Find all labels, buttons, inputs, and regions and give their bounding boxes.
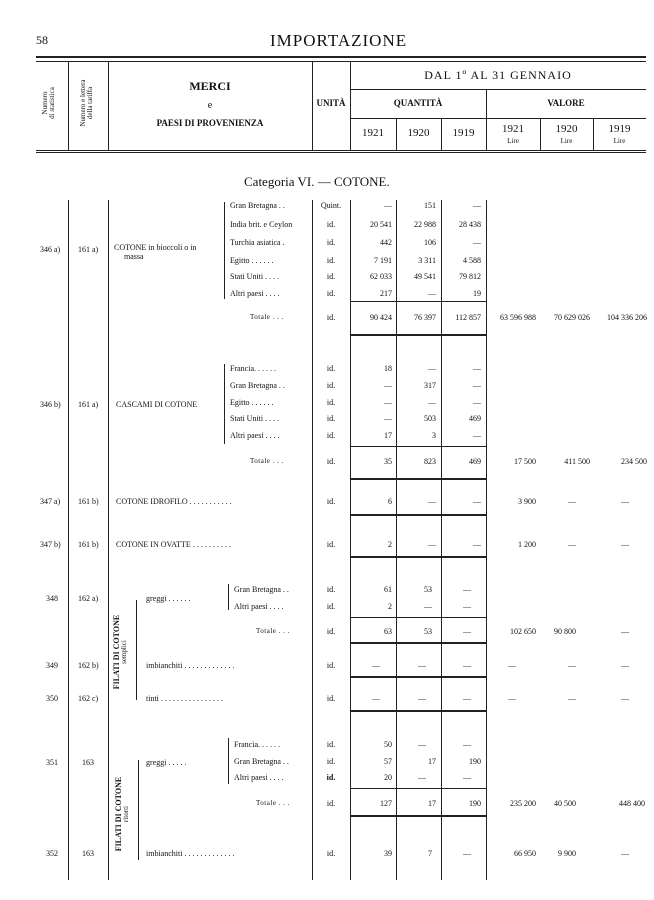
page-number: 58 [36, 33, 48, 47]
q1919: — [473, 431, 481, 440]
q1921: 50 [384, 740, 392, 749]
filati-ritorti-label-line1: FILATI DI COTONE [114, 776, 123, 852]
v1921: 102 650 [510, 627, 536, 636]
paese: Altri paesi . . . . [234, 773, 284, 782]
brace-filati-semplici [136, 600, 137, 700]
q1921: — [372, 694, 380, 703]
v1921: — [508, 661, 516, 670]
paese: Gran Bretagna . . [234, 757, 289, 766]
unita: id. [326, 313, 336, 322]
q1919: — [463, 740, 471, 749]
paese: Stati Uniti . . . . [230, 272, 280, 281]
header-lire-3: Lire [613, 137, 626, 145]
q1919: 79 812 [459, 272, 481, 281]
q1921: 217 [380, 289, 392, 298]
header-top-rule [36, 56, 646, 58]
q1920: — [424, 602, 432, 611]
stat: 350 [46, 694, 58, 703]
q1921: 35 [384, 457, 392, 466]
q1920: 151 [424, 201, 436, 210]
v1920: 90 800 [554, 627, 576, 636]
r348-stat: 348 [46, 594, 58, 603]
vline-b7 [486, 200, 487, 880]
vline-b2 [108, 200, 109, 880]
unita: id. [326, 694, 336, 703]
r351-tariffa: 163 [82, 758, 94, 767]
paese: Gran Bretagna . . [230, 381, 285, 390]
v1919: — [621, 627, 629, 636]
q1920: 53 [424, 585, 432, 594]
header-merci: MERCI [189, 79, 231, 93]
page-title: IMPORTAZIONE [270, 31, 408, 50]
paese: India brit. e Ceylon [230, 220, 293, 229]
header-year-v1921: 1921 [502, 123, 524, 135]
q1919: — [473, 201, 481, 210]
header-col-statistica [42, 64, 57, 142]
paese: Gran Bretagna . . [230, 201, 285, 210]
q1919: — [463, 585, 471, 594]
r351-stat: 351 [46, 758, 58, 767]
sec2-tariffa: 161 a) [78, 400, 99, 409]
brace-sec1 [224, 202, 225, 299]
stat: 352 [46, 849, 58, 858]
v1921: 3 900 [518, 497, 536, 506]
v1920: — [568, 661, 576, 670]
q1921: 39 [384, 849, 392, 858]
unita: id. [326, 849, 336, 858]
q1921: 57 [384, 757, 392, 766]
unita: id. [326, 585, 336, 594]
header-col-statistica-line2: di statistica [48, 87, 57, 119]
v1919: — [621, 661, 629, 670]
q1920: 823 [424, 457, 436, 466]
total-label: Totale . . . [250, 457, 284, 465]
q1919: — [473, 238, 481, 247]
header-paesi: PAESI DI PROVENIENZA [156, 118, 264, 128]
paese: Egitto . . . . . . [230, 398, 274, 407]
v1921: — [508, 694, 516, 703]
r348-end-rule [350, 642, 486, 644]
q1920: 503 [424, 414, 436, 423]
q1919: — [473, 540, 481, 549]
header-unita: UNITÀ [316, 98, 346, 108]
v1919: 448 400 [619, 799, 645, 808]
q1919: 112 857 [455, 313, 481, 322]
header-bottom-rule [36, 150, 646, 151]
filati-ritorti-label [115, 762, 131, 866]
q1920: — [418, 694, 426, 703]
q1921: 90 424 [370, 313, 392, 322]
unita: id. [326, 773, 336, 782]
q1919: — [473, 497, 481, 506]
sec2-end-rule [350, 478, 486, 480]
q1921: 127 [380, 799, 392, 808]
q1921: — [372, 661, 380, 670]
q1920: — [428, 540, 436, 549]
q1919: — [463, 602, 471, 611]
q1921: 17 [384, 431, 392, 440]
q1919: — [473, 381, 481, 390]
filati-semplici-label-line1: FILATI DI COTONE [112, 614, 121, 690]
q1920: 317 [424, 381, 436, 390]
q1920: 7 [428, 849, 432, 858]
q1919: — [463, 773, 471, 782]
header-year-v1919: 1919 [608, 123, 631, 135]
q1919: — [463, 627, 471, 636]
q1919: — [463, 694, 471, 703]
q1921: 20 [384, 773, 392, 782]
q1920: 3 311 [418, 256, 436, 265]
q1919: 4 588 [463, 256, 481, 265]
r351-sum-rule [350, 788, 486, 789]
q1920: 106 [424, 238, 436, 247]
v1919: 234 500 [621, 457, 647, 466]
v1920: 9 900 [558, 849, 576, 858]
unita: id. [326, 238, 336, 247]
total-label: Totale . . . [256, 799, 290, 807]
header-year-v1920: 1920 [555, 123, 578, 135]
r348-sum-rule [350, 617, 486, 618]
paese: Altri paesi . . . . [230, 431, 280, 440]
unita: id. [326, 414, 336, 423]
q1920: 76 397 [414, 313, 436, 322]
header-lire-2: Lire [560, 137, 573, 145]
header-bottom-rule-2 [36, 152, 646, 153]
tariffa: 161 b) [78, 497, 99, 506]
unita: id. [326, 220, 336, 229]
unita: id. [326, 602, 336, 611]
unita: id. [326, 457, 336, 466]
vline-h1 [68, 61, 69, 151]
unita: id. [326, 289, 336, 298]
paese: Francia. . . . . . [230, 364, 276, 373]
header-period: DAL 1º AL 31 GENNAIO [424, 68, 572, 82]
q1919: — [463, 661, 471, 670]
paese: Gran Bretagna . . [234, 585, 289, 594]
q1920: 17 [428, 799, 436, 808]
filati-semplici-label-line2: semplici [120, 640, 129, 664]
q1919: 469 [469, 457, 481, 466]
merce: COTONE IN OVATTE . . . . . . . . . . [116, 540, 231, 549]
v1921: 66 950 [514, 849, 536, 858]
q1919: 190 [469, 799, 481, 808]
q1919: 190 [469, 757, 481, 766]
v1920: — [568, 694, 576, 703]
header-year-q1919: 1919 [452, 127, 475, 139]
q1921: 7 191 [374, 256, 392, 265]
total-label: Totale . . . [256, 627, 290, 635]
q1920: — [428, 398, 436, 407]
brace-351 [228, 738, 229, 784]
header-top-rule-2 [36, 61, 646, 62]
r351-sub: greggi . . . . . [146, 758, 187, 767]
q1921: 18 [384, 364, 392, 373]
stat: 349 [46, 661, 58, 670]
q1921: 2 [388, 540, 392, 549]
v1919: — [621, 694, 629, 703]
total-label: Totale . . . [250, 313, 284, 321]
header-year-q1921: 1921 [362, 127, 384, 139]
q1921: — [384, 381, 392, 390]
merce: COTONE IDROFILO . . . . . . . . . . . [116, 497, 232, 506]
brace-filati-ritorti [138, 760, 139, 860]
unita: id. [326, 799, 336, 808]
sub: imbianchiti . . . . . . . . . . . . . [146, 849, 235, 858]
v1920: 411 500 [564, 457, 590, 466]
q1920: — [418, 740, 426, 749]
stat: 347 a) [40, 497, 61, 506]
header-col-tariffa-line2: della tariffa [86, 86, 95, 120]
vline-b1 [68, 200, 69, 880]
unita: id. [326, 740, 336, 749]
unita: id. [326, 431, 336, 440]
unita: id. [326, 364, 336, 373]
unita: id. [326, 757, 336, 766]
paese: Francia. . . . . . [234, 740, 280, 749]
hline-years [350, 118, 646, 119]
q1920: 49 541 [414, 272, 436, 281]
tariffa: 162 b) [78, 661, 99, 670]
unita: id. [326, 272, 336, 281]
r350-end-rule [350, 710, 486, 712]
unita: id. [326, 627, 336, 636]
sub: imbianchiti . . . . . . . . . . . . . [146, 661, 235, 670]
q1920: — [418, 773, 426, 782]
unita: id. [326, 497, 336, 506]
r351-end-rule [350, 815, 486, 817]
sec1-merce-line2: massa [124, 252, 144, 261]
r348-tariffa: 162 a) [78, 594, 99, 603]
q1920: 22 988 [414, 220, 436, 229]
q1921: 442 [380, 238, 392, 247]
q1920: — [428, 289, 436, 298]
sub: tinti . . . . . . . . . . . . . . . . [146, 694, 223, 703]
q1921: 20 541 [370, 220, 392, 229]
unita: id. [326, 398, 336, 407]
q1921: 63 [384, 627, 392, 636]
q1921: — [384, 398, 392, 407]
header-col-tariffa-line1: Numero e lettera [79, 79, 87, 127]
header-col-statistica-line1: Numero [41, 91, 49, 115]
v1919: — [621, 849, 629, 858]
q1920: 3 [432, 431, 436, 440]
unita: id. [326, 661, 336, 670]
v1921: 17 500 [514, 457, 536, 466]
r348-sub: greggi . . . . . . [146, 594, 191, 603]
sec1-merce-line1: COTONE in bioccoli o in [114, 243, 197, 252]
q1919: 469 [469, 414, 481, 423]
v1919: — [621, 497, 629, 506]
q1919: — [473, 398, 481, 407]
q1920: 53 [424, 627, 432, 636]
q1921: 6 [388, 497, 392, 506]
unita: id. [326, 256, 336, 265]
v1920: — [568, 497, 576, 506]
q1921: 61 [384, 585, 392, 594]
paese: Egitto . . . . . . [230, 256, 274, 265]
sec2-stat: 346 b) [40, 400, 61, 409]
v1921: 63 596 988 [500, 313, 536, 322]
q1921: — [384, 201, 392, 210]
q1920: — [418, 661, 426, 670]
q1919: 19 [473, 289, 481, 298]
paese: Altri paesi . . . . [230, 289, 280, 298]
header-quantita: QUANTITÀ [393, 98, 443, 108]
sec1-sum-rule [350, 301, 486, 302]
filati-ritorti-label-line2: ritorti [122, 806, 131, 822]
brace-348 [228, 584, 229, 610]
q1919: 28 438 [459, 220, 481, 229]
v1921: 235 200 [510, 799, 536, 808]
unita: id. [326, 381, 336, 390]
q1919: — [463, 849, 471, 858]
filati-semplici-label [113, 600, 129, 704]
unita: Quint. [320, 201, 342, 210]
v1920: 70 629 026 [554, 313, 590, 322]
hline-period [350, 89, 646, 90]
header-lire-1: Lire [507, 137, 519, 145]
header-valore: VALORE [547, 98, 585, 108]
q1921: — [384, 414, 392, 423]
tariffa: 162 c) [78, 694, 99, 703]
q1919: — [473, 364, 481, 373]
q1920: 17 [428, 757, 436, 766]
v1919: — [621, 540, 629, 549]
tariffa: 163 [82, 849, 94, 858]
v1919: 104 336 206 [607, 313, 647, 322]
v1920: 40 500 [554, 799, 576, 808]
sec1-end-rule [350, 334, 486, 336]
q1921: 62 033 [370, 272, 392, 281]
unita: id. [326, 540, 336, 549]
sec1-stat: 346 a) [40, 245, 61, 254]
header-year-q1920: 1920 [407, 127, 430, 139]
sec4-end-rule [350, 556, 486, 558]
header-e: e [207, 100, 213, 111]
sec3-end-rule [350, 514, 486, 516]
q1920: — [428, 364, 436, 373]
header-col-tariffa [80, 64, 95, 142]
sec2-merce: CASCAMI DI COTONE [116, 400, 198, 409]
sec1-tariffa: 161 a) [78, 245, 99, 254]
v1920: — [568, 540, 576, 549]
tariffa: 161 b) [78, 540, 99, 549]
paese: Altri paesi . . . . [234, 602, 284, 611]
q1920: — [428, 497, 436, 506]
paese: Turchia asiatica . [230, 238, 285, 247]
r349-end-rule [350, 676, 486, 678]
q1921: 2 [388, 602, 392, 611]
sec2-sum-rule [350, 446, 486, 447]
v1921: 1 200 [518, 540, 536, 549]
category-title: Categoria VI. — COTONE. [244, 174, 390, 189]
paese: Stati Uniti . . . . [230, 414, 280, 423]
brace-sec2 [224, 364, 225, 444]
stat: 347 b) [40, 540, 61, 549]
